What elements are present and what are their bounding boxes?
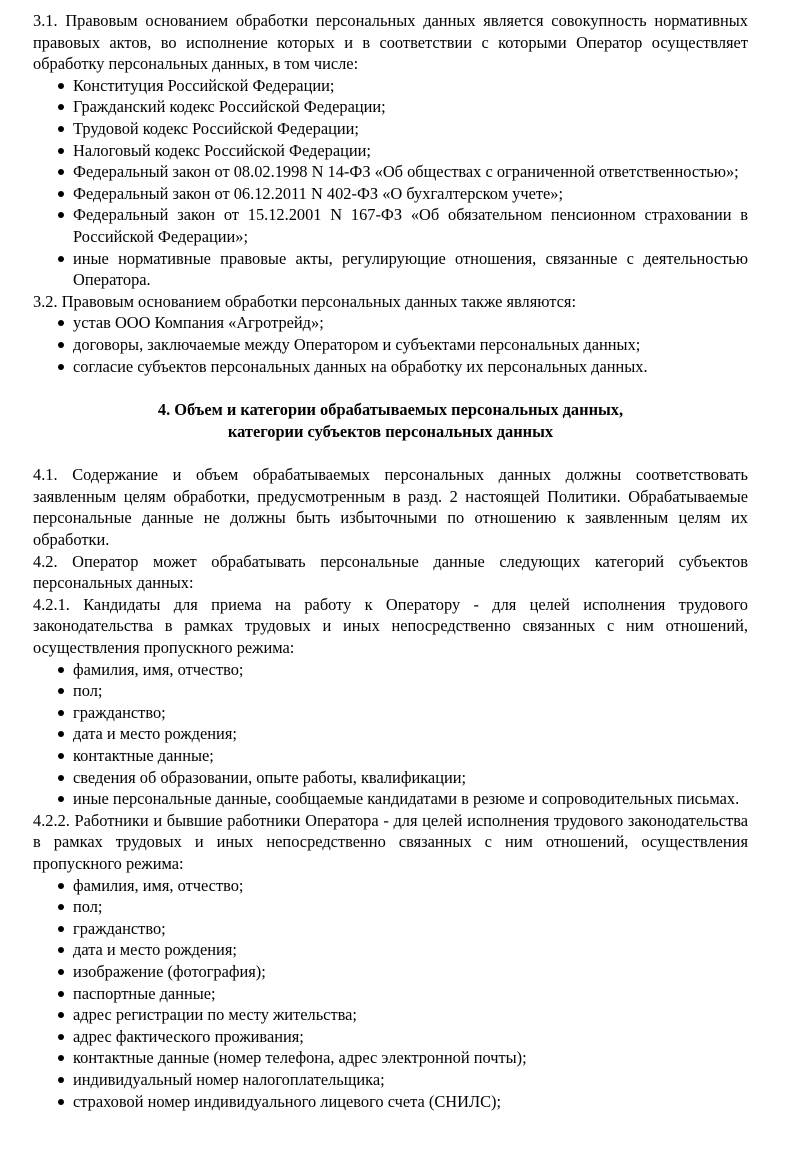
list-item: сведения об образовании, опыте работы, квалификации; — [33, 767, 748, 789]
list-item: дата и место рождения; — [33, 723, 748, 745]
list-item: дата и место рождения; — [33, 939, 748, 961]
list-item: паспортные данные; — [33, 983, 748, 1005]
list-item: пол; — [33, 680, 748, 702]
section-4-heading — [33, 399, 748, 442]
paragraph-3-1: 3.1. Правовым основанием обработки персональных данных является совокупность нормативных правовых актов, во исполнение которых и в соответствии с которыми Оператор осуществляет обработку персональных данных, в том числе: — [33, 11, 748, 74]
list-item: иные персональные данные, сообщаемые кандидатами в резюме и сопроводительных письмах. — [33, 788, 748, 810]
heading-line-1: 4. Объем и категории обрабатываемых персональных данных, — [157, 400, 624, 420]
list-item: Федеральный закон от 06.12.2011 N 402-ФЗ «О бухгалтерском учете»; — [33, 183, 748, 205]
list-item: согласие субъектов персональных данных на обработку их персональных данных. — [33, 356, 748, 378]
paragraph-4-2-1: 4.2.1. Кандидаты для приема на работу к Оператору - для целей исполнения трудового законодательства в рамках трудовых и иных непосредственно связанных с ним отношений, осуществления пропускного режима: — [33, 594, 748, 658]
list-item: страховой номер индивидуального лицевого счета (СНИЛС); — [33, 1091, 748, 1113]
list-item: контактные данные; — [33, 745, 748, 767]
list-item: пол; — [33, 896, 748, 918]
section-4-heading-block — [33, 377, 748, 464]
legal-basis-list — [33, 312, 748, 377]
legal-acts-list — [33, 75, 748, 291]
list-item: Федеральный закон от 15.12.2001 N 167-ФЗ «Об обязательном пенсионном страховании в Российской Федерации»; — [33, 204, 748, 247]
paragraph-4-2: 4.2. Оператор может обрабатывать персональные данные следующих категорий субъектов персональных данных: — [33, 551, 748, 593]
list-item: Налоговый кодекс Российской Федерации; — [33, 140, 748, 162]
paragraph-4-2-2: 4.2.2. Работники и бывшие работники Оператора - для целей исполнения трудового законодательства в рамках трудовых и иных непосредственно связанных с ним отношений, осуществления пропускного режима: — [33, 810, 748, 873]
employees-data-list — [33, 875, 748, 1113]
list-item: фамилия, имя, отчество; — [33, 875, 748, 897]
list-item: устав ООО Компания «Агротрейд»; — [33, 312, 748, 334]
paragraph-4-1: 4.1. Содержание и объем обрабатываемых персональных данных должны соответствовать заявленным целям обработки, предусмотренным в разд. 2 настоящей Политики. Обрабатываемые персональные данные не должны быть избыточными по отношению к заявленным целям их обработки. — [33, 465, 748, 550]
candidates-data-list — [33, 659, 748, 810]
list-item: гражданство; — [33, 702, 748, 724]
list-item: договоры, заключаемые между Оператором и субъектами персональных данных; — [33, 334, 748, 356]
paragraph-3-2: 3.2. Правовым основанием обработки персональных данных также являются: — [33, 291, 577, 311]
list-item: Гражданский кодекс Российской Федерации; — [33, 96, 748, 118]
list-item: адрес фактического проживания; — [33, 1026, 748, 1048]
list-item: фамилия, имя, отчество; — [33, 659, 748, 681]
list-item: Федеральный закон от 08.02.1998 N 14-ФЗ «Об обществах с ограниченной ответственностью»; — [33, 161, 748, 183]
list-item: изображение (фотография); — [33, 961, 748, 983]
list-item: иные нормативные правовые акты, регулирующие отношения, связанные с деятельностью Оператора. — [33, 248, 748, 291]
list-item: контактные данные (номер телефона, адрес электронной почты); — [33, 1047, 748, 1069]
list-item: гражданство; — [33, 918, 748, 940]
heading-line-2: категории субъектов персональных данных — [227, 421, 554, 441]
list-item: адрес регистрации по месту жительства; — [33, 1004, 748, 1026]
list-item: Трудовой кодекс Российской Федерации; — [33, 118, 748, 140]
list-item: индивидуальный номер налогоплательщика; — [33, 1069, 748, 1091]
list-item: Конституция Российской Федерации; — [33, 75, 748, 97]
